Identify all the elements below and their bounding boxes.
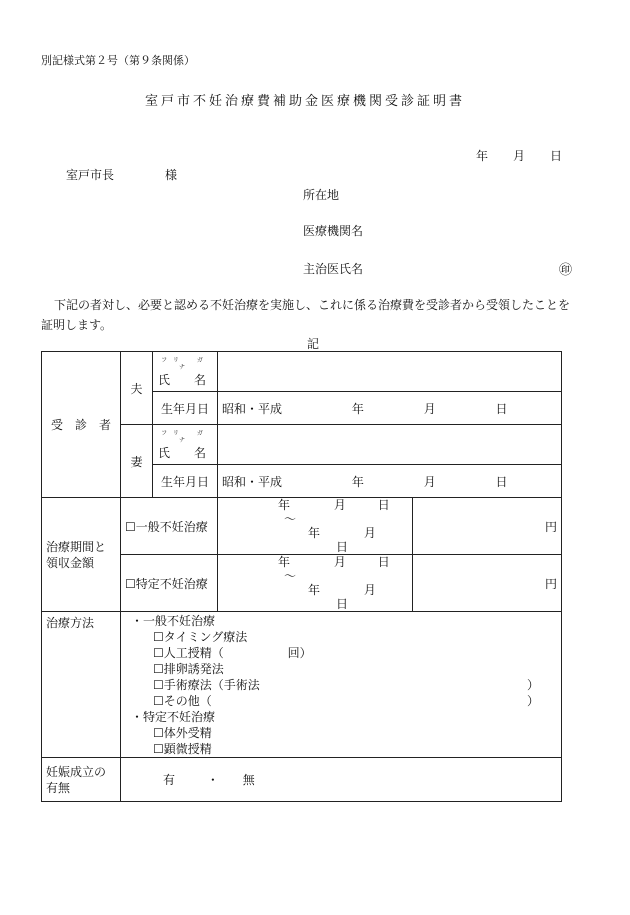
other-label: ☐その他（ xyxy=(153,694,212,708)
date-month: 月 xyxy=(513,149,526,163)
year-label: 年 xyxy=(351,474,364,489)
patient-label-cell xyxy=(42,352,121,498)
yen-label: 円 xyxy=(544,519,557,534)
husband-name-row xyxy=(42,352,562,392)
birth-label: 生年月日 xyxy=(160,474,209,489)
icsi-checkbox[interactable]: ☐顕微授精 xyxy=(153,742,212,756)
name-label: 氏 名 xyxy=(157,446,212,460)
wife-name-label-cell xyxy=(153,425,218,465)
day-label: 日 xyxy=(495,474,508,489)
institution-label: 医療機関名 xyxy=(303,224,364,238)
general-treatment-checkbox[interactable]: ☐一般不妊治療 xyxy=(125,519,208,534)
statement-line-2: 証明します。 xyxy=(41,318,113,332)
special-treatment-checkbox[interactable]: ☐特定不妊治療 xyxy=(125,576,208,591)
close-paren: ） xyxy=(526,694,539,708)
husband-birth-field[interactable] xyxy=(218,392,562,425)
seal-mark: ㊞ xyxy=(559,263,573,278)
general-header: ・一般不妊治療 xyxy=(131,614,216,628)
day-label: 日 xyxy=(377,498,390,512)
day-label: 日 xyxy=(336,540,349,554)
birth-label: 生年月日 xyxy=(160,401,209,416)
ki-mark: 記 xyxy=(307,337,320,351)
day-label: 日 xyxy=(495,401,508,416)
month-label: 月 xyxy=(363,526,376,540)
furigana-label: フリ ガナ xyxy=(161,357,209,371)
statement-line-1: 下記の者対し、必要と認める不妊治療を実施し、これに係る治療費を受診者から受領したことを xyxy=(54,298,571,312)
ai-count-label: 回） xyxy=(287,646,312,660)
pregnancy-row xyxy=(42,758,562,802)
general-period-field[interactable] xyxy=(218,498,413,555)
year-label: 年 xyxy=(351,401,364,416)
date-year: 年 xyxy=(476,149,489,163)
husband-label-cell xyxy=(121,352,153,425)
husband-name-label-cell xyxy=(153,352,218,392)
birth-label-cell xyxy=(153,392,218,425)
period-label-line-2: 領収金額 xyxy=(46,555,95,570)
pregnancy-label-cell xyxy=(42,758,121,802)
wife-label-cell xyxy=(121,425,153,498)
year-label: 年 xyxy=(308,526,321,540)
surgery-checkbox[interactable] xyxy=(125,677,557,693)
year-label: 年 xyxy=(278,555,291,569)
address-label: 所在地 xyxy=(303,188,340,202)
day-label: 日 xyxy=(377,555,390,569)
date-day: 日 xyxy=(550,149,563,163)
separator-dot: ・ xyxy=(206,773,219,787)
surgery-label: ☐手術療法（手術法 xyxy=(153,678,260,692)
special-treatment-cell[interactable] xyxy=(121,555,218,612)
general-amount-field[interactable] xyxy=(413,498,562,555)
month-label: 月 xyxy=(363,583,376,597)
period-end xyxy=(222,583,408,611)
doctor-label: 主治医氏名 xyxy=(303,262,364,276)
wife-birth-field[interactable] xyxy=(218,465,562,498)
ivf-checkbox[interactable]: ☐体外受精 xyxy=(153,726,212,740)
yen-label: 円 xyxy=(544,576,557,591)
form-number: 別記様式第２号（第９条関係） xyxy=(41,54,195,67)
tilde-mark: ～ xyxy=(284,512,297,526)
method-row xyxy=(42,612,562,758)
era-label: 昭和・平成 xyxy=(222,474,283,489)
ai-label: ☐人工授精（ xyxy=(153,646,224,660)
period-start xyxy=(222,555,408,583)
tilde-mark: ～ xyxy=(284,569,297,583)
yes-option[interactable]: 有 xyxy=(163,773,176,787)
method-options xyxy=(121,612,562,758)
era-label: 昭和・平成 xyxy=(222,401,283,416)
wife-label: 妻 xyxy=(130,454,143,469)
period-start xyxy=(222,498,408,526)
special-header: ・特定不妊治療 xyxy=(131,710,216,724)
pregnancy-label-line-1: 妊娠成立の xyxy=(46,764,107,779)
special-period-field[interactable] xyxy=(218,555,413,612)
furigana-label: フリ ガナ xyxy=(161,430,209,444)
addressee-honorific: 様 xyxy=(165,168,178,182)
other-checkbox[interactable] xyxy=(125,693,557,709)
method-label: 治療方法 xyxy=(46,616,95,630)
timing-checkbox[interactable]: ☐タイミング療法 xyxy=(153,630,248,644)
method-label-cell xyxy=(42,612,121,758)
patient-label: 受 診 者 xyxy=(50,418,111,432)
period-label-cell xyxy=(42,498,121,612)
certificate-table xyxy=(41,351,562,802)
wife-name-field[interactable] xyxy=(218,425,562,465)
general-treatment-cell[interactable] xyxy=(121,498,218,555)
month-label: 月 xyxy=(333,555,346,569)
period-end xyxy=(222,526,408,554)
year-label: 年 xyxy=(278,498,291,512)
name-label: 氏 名 xyxy=(157,373,212,387)
ai-checkbox[interactable] xyxy=(125,645,557,661)
month-label: 月 xyxy=(423,401,436,416)
husband-name-field[interactable] xyxy=(218,352,562,392)
pregnancy-label-line-2: 有無 xyxy=(46,780,71,795)
husband-label: 夫 xyxy=(130,381,143,396)
addressee: 室戸市長 xyxy=(66,168,115,182)
birth-label-cell xyxy=(153,465,218,498)
page-title: 室戸市不妊治療費補助金医療機関受診証明書 xyxy=(145,94,466,109)
month-label: 月 xyxy=(333,498,346,512)
no-option[interactable]: 無 xyxy=(242,773,255,787)
month-label: 月 xyxy=(423,474,436,489)
day-label: 日 xyxy=(336,597,349,611)
pregnancy-options xyxy=(121,758,562,802)
ovulation-checkbox[interactable]: ☐排卵誘発法 xyxy=(153,662,224,676)
special-amount-field[interactable] xyxy=(413,555,562,612)
close-paren: ） xyxy=(526,678,539,692)
year-label: 年 xyxy=(308,583,321,597)
general-treatment-row xyxy=(42,498,562,555)
period-label-line-1: 治療期間と xyxy=(46,539,107,554)
